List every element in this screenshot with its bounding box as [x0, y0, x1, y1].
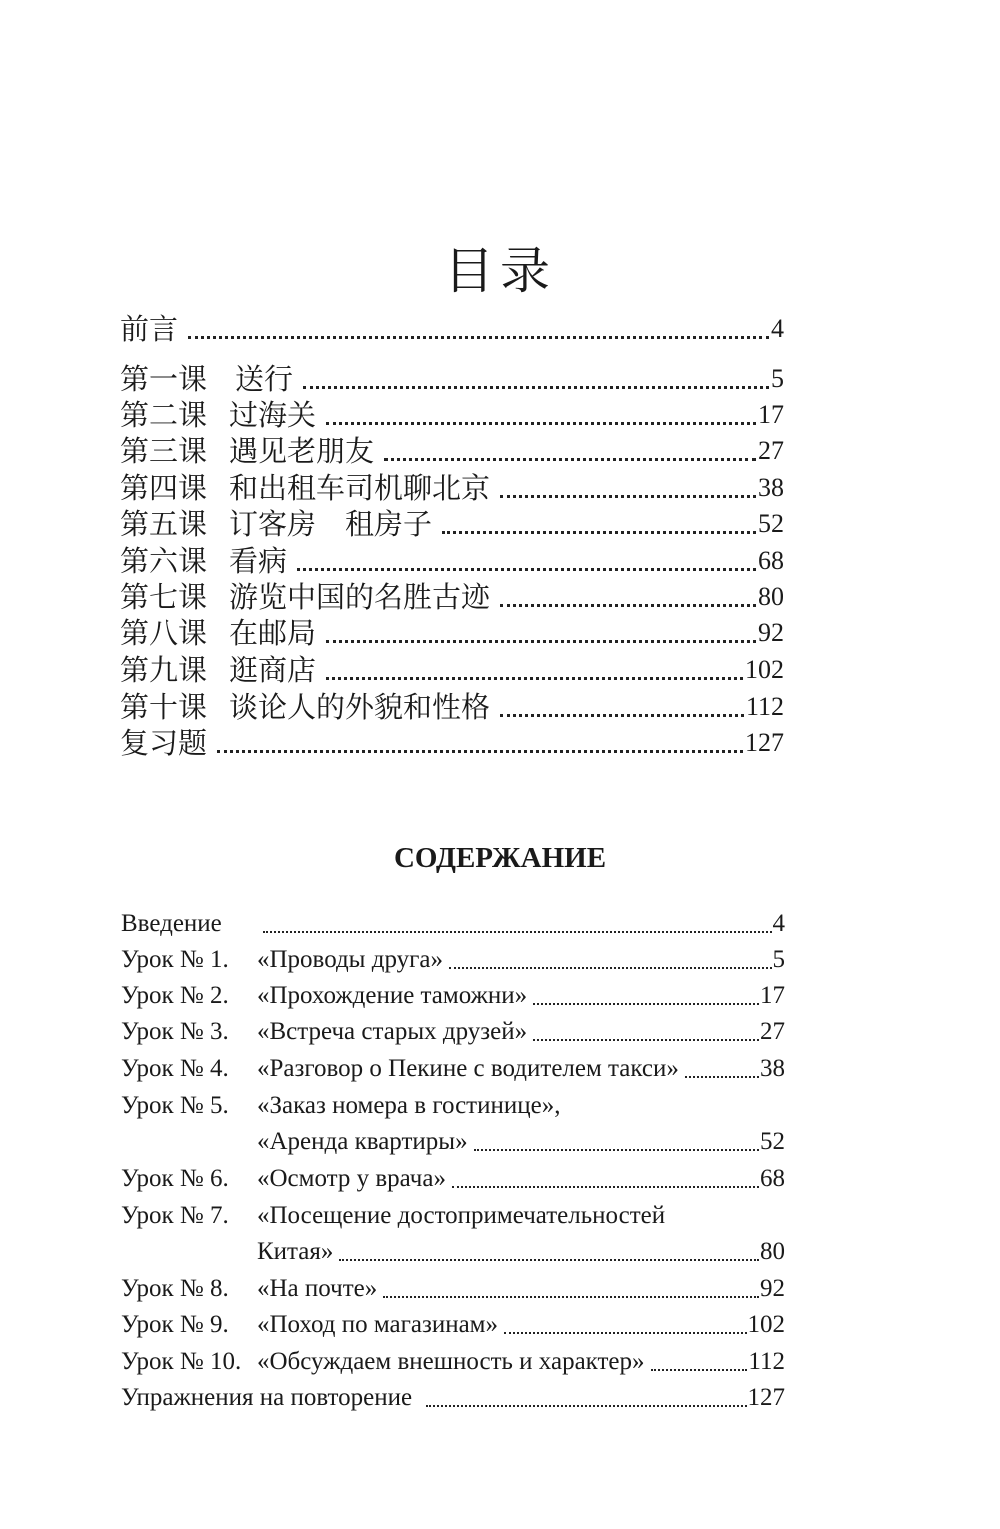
toc-lesson-title: 逛商店 [229, 653, 317, 687]
russian-toc-entry-lesson-2 [121, 978, 785, 1014]
toc-page-number: 17 [758, 400, 784, 429]
toc-entry-label: 前言 [120, 312, 179, 346]
dot-leader [339, 1259, 759, 1261]
toc-lesson-title: 在邮局 [229, 616, 317, 650]
russian-toc-entry-lesson-7 [121, 1198, 785, 1234]
chinese-toc-entry-lesson-5 [120, 505, 784, 543]
toc-lesson-title: 和出租车司机聊北京 [229, 471, 491, 505]
toc-lesson-number: Урок № 1. [121, 946, 229, 973]
dot-leader [326, 640, 756, 643]
toc-page-number: 112 [745, 692, 784, 721]
dot-leader [533, 1003, 759, 1005]
russian-toc-entry-lesson-8 [121, 1271, 785, 1307]
dot-leader [452, 1186, 759, 1188]
toc-lesson-title-continued: «Аренда квартиры» [257, 1128, 468, 1155]
dot-leader [651, 1369, 748, 1371]
toc-entry-label: Введение [121, 910, 222, 937]
dot-leader [500, 604, 756, 607]
toc-page-number: 112 [748, 1348, 785, 1375]
toc-lesson-title: «Обсуждаем внешность и характер» [257, 1348, 645, 1375]
russian-toc-title: СОДЕРЖАНИЕ [393, 842, 607, 874]
toc-page-number: 92 [760, 1275, 785, 1302]
toc-lesson-title: «На почте» [257, 1275, 378, 1302]
toc-lesson-title: «Поход по магазинам» [257, 1311, 499, 1338]
toc-page-number: 80 [758, 582, 784, 611]
russian-toc-entry-lesson-7-cont [121, 1234, 785, 1270]
dot-leader [442, 531, 756, 534]
russian-toc-entry-lesson-9 [121, 1307, 785, 1343]
toc-page-number: 27 [760, 1018, 785, 1045]
toc-page-number: 5 [771, 364, 784, 393]
toc-page-number: 38 [758, 473, 784, 502]
toc-lesson-number: 第六课 [120, 544, 208, 578]
toc-lesson-number: Урок № 8. [121, 1275, 229, 1302]
toc-lesson-title: «Разговор о Пекине с водителем такси» [257, 1055, 679, 1082]
toc-page-number: 102 [747, 1311, 785, 1338]
chinese-toc-entry-lesson-7 [120, 578, 784, 616]
chinese-toc-entry-lesson-4 [120, 469, 784, 507]
toc-page-number: 52 [758, 509, 784, 538]
dot-leader [326, 422, 756, 425]
chinese-toc-entry-lesson-8 [120, 614, 784, 652]
toc-lesson-title: «Посещение достопримечательностей [257, 1202, 666, 1229]
dot-leader [263, 931, 772, 933]
toc-entry-label: 复习题 [120, 726, 208, 760]
toc-lesson-title-continued: Китая» [257, 1238, 334, 1265]
toc-lesson-number: 第五课 [120, 507, 208, 541]
dot-leader [384, 458, 756, 461]
toc-lesson-title: 遇见老朋友 [229, 434, 375, 468]
toc-lesson-number: 第四课 [120, 471, 208, 505]
chinese-toc-entry-lesson-2 [120, 396, 784, 434]
toc-lesson-title: 送行 [235, 362, 294, 396]
toc-lesson-title: «Осмотр у врача» [257, 1165, 446, 1192]
chinese-toc-entry-lesson-10 [120, 688, 784, 726]
toc-lesson-number: Урок № 6. [121, 1165, 229, 1192]
russian-toc-entry-lesson-4 [121, 1051, 785, 1087]
toc-lesson-number: Урок № 9. [121, 1311, 229, 1338]
toc-lesson-number: 第十课 [120, 690, 208, 724]
toc-page-number: 68 [758, 546, 784, 575]
toc-lesson-number: 第一课 [120, 362, 208, 396]
russian-toc-entry-lesson-3 [121, 1014, 785, 1050]
dot-leader [500, 714, 744, 717]
toc-page-number: 5 [772, 946, 785, 973]
toc-lesson-number: Урок № 4. [121, 1055, 229, 1082]
toc-lesson-number: Урок № 2. [121, 982, 229, 1009]
russian-toc-entry-lesson-10 [121, 1344, 785, 1380]
toc-lesson-title: «Заказ номера в гостинице», [257, 1092, 561, 1119]
toc-page-number: 102 [745, 655, 784, 684]
toc-lesson-number: Урок № 10. [121, 1348, 242, 1375]
dot-leader [217, 750, 743, 753]
toc-lesson-title: 看病 [229, 544, 288, 578]
toc-page-number: 38 [760, 1055, 785, 1082]
toc-page-number: 27 [758, 436, 784, 465]
chinese-toc-entry-lesson-3 [120, 432, 784, 470]
dot-leader [326, 677, 743, 680]
dot-leader [188, 336, 769, 339]
russian-toc-entry-lesson-5 [121, 1088, 785, 1124]
dot-leader [474, 1149, 759, 1151]
chinese-toc-title: 目录 [444, 242, 556, 300]
toc-lesson-title: 谈论人的外貌和性格 [229, 690, 491, 724]
toc-page-number: 4 [772, 910, 785, 937]
toc-page-number: 80 [760, 1238, 785, 1265]
toc-page-number: 92 [758, 618, 784, 647]
dot-leader [303, 386, 769, 389]
dot-leader [383, 1296, 759, 1298]
toc-page-number: 4 [771, 314, 784, 343]
chinese-toc-entry-review [120, 724, 784, 762]
toc-lesson-number: 第七课 [120, 580, 208, 614]
dot-leader [504, 1332, 746, 1334]
toc-lesson-number: 第二课 [120, 398, 208, 432]
dot-leader [500, 495, 756, 498]
russian-toc-entry-lesson-5-cont [121, 1124, 785, 1160]
toc-lesson-title: «Прохождение таможни» [257, 982, 528, 1009]
toc-lesson-title: «Проводы друга» [257, 946, 443, 973]
toc-lesson-number: 第三课 [120, 434, 208, 468]
chinese-toc-entry-lesson-6 [120, 542, 784, 580]
chinese-toc-entry-preface [120, 310, 784, 348]
toc-lesson-number: 第八课 [120, 616, 208, 650]
toc-lesson-title: 过海关 [229, 398, 317, 432]
dot-leader [449, 967, 772, 969]
toc-page-number: 52 [760, 1128, 785, 1155]
toc-lesson-title: 游览中国的名胜古迹 [229, 580, 491, 614]
toc-lesson-title: «Встреча старых друзей» [257, 1018, 528, 1045]
toc-entry-label: Упражнения на повторение [121, 1384, 413, 1411]
russian-toc-entry-lesson-1 [121, 942, 785, 978]
toc-lesson-number: Урок № 5. [121, 1092, 229, 1119]
dot-leader [297, 568, 756, 571]
toc-page-number: 68 [760, 1165, 785, 1192]
toc-lesson-title: 订客房 租房子 [229, 507, 433, 541]
toc-page-number: 127 [747, 1384, 785, 1411]
russian-toc-entry-intro [121, 906, 785, 942]
chinese-toc-entry-lesson-1 [120, 360, 784, 398]
russian-toc-entry-review [121, 1380, 785, 1416]
dot-leader [426, 1405, 746, 1407]
toc-lesson-number: Урок № 7. [121, 1202, 229, 1229]
russian-toc-entry-lesson-6 [121, 1161, 785, 1197]
toc-lesson-number: Урок № 3. [121, 1018, 229, 1045]
chinese-toc-entry-lesson-9 [120, 651, 784, 689]
toc-page-number: 127 [745, 728, 784, 757]
toc-page-number: 17 [760, 982, 785, 1009]
dot-leader [533, 1039, 759, 1041]
toc-lesson-number: 第九课 [120, 653, 208, 687]
dot-leader [685, 1076, 759, 1078]
